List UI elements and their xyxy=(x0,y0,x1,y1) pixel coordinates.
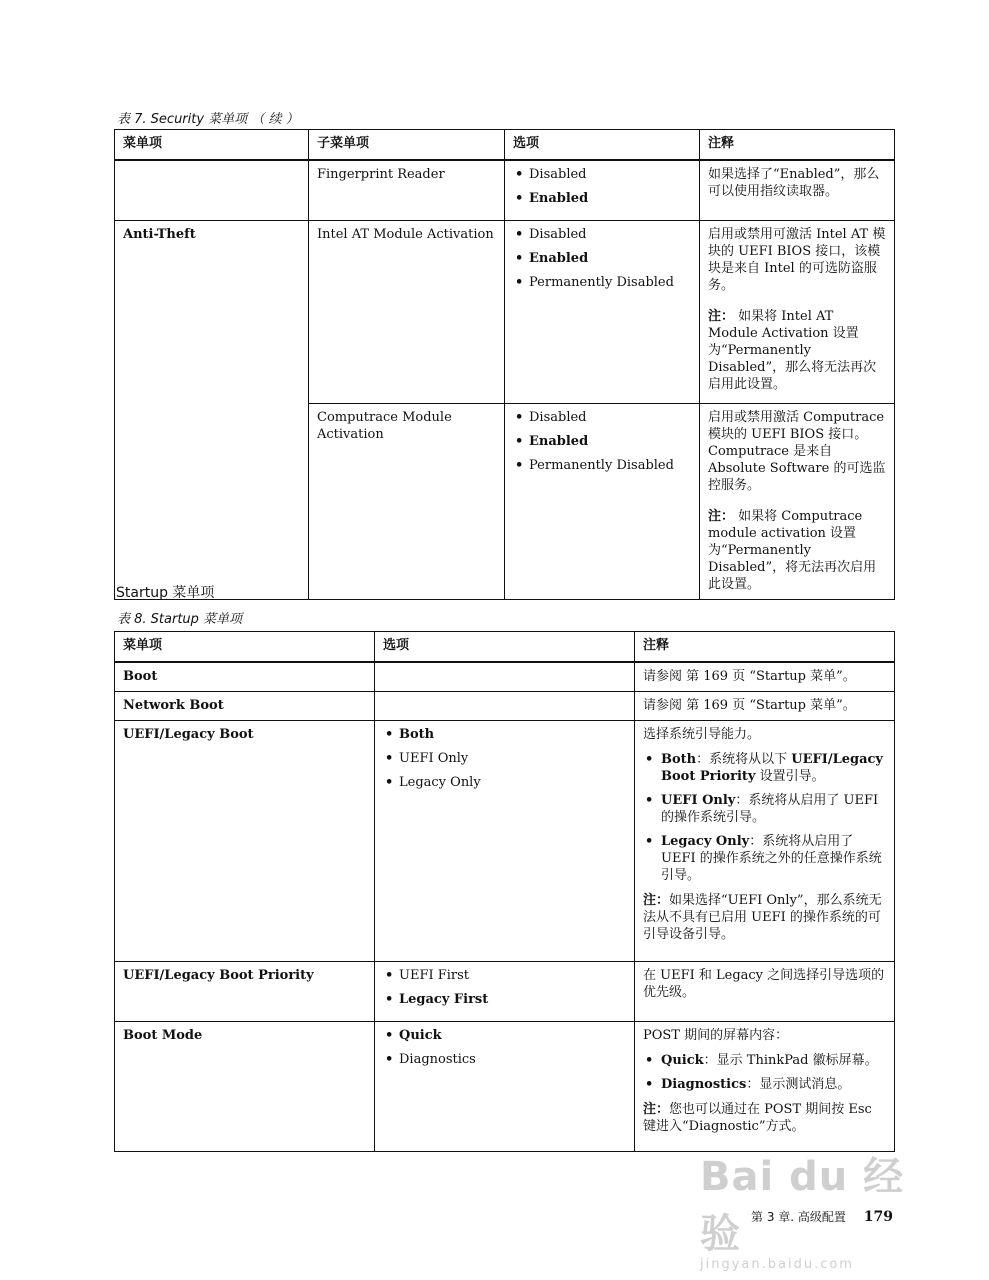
menu-item-cell: Network Boot xyxy=(115,692,375,721)
menu-item-cell: UEFI/Legacy Boot Priority xyxy=(115,962,375,1022)
options-cell xyxy=(505,404,700,600)
column-header: 菜单项 xyxy=(115,632,375,663)
watermark-logo: Bai du 经验 xyxy=(700,1154,905,1257)
column-header: 子菜单项 xyxy=(309,130,505,161)
option-item-default: • Quick xyxy=(383,1027,626,1044)
security-table xyxy=(114,129,895,600)
option-item-default: • Both xyxy=(383,726,626,743)
table-row xyxy=(115,721,895,962)
option-item: • Permanently Disabled xyxy=(513,274,691,291)
note-text: 如果将 Computrace module activation 设置为“Permanently Disabled”，将无法再次启用此设置。 xyxy=(708,509,877,592)
comment-cell: 请参阅 第 169 页 “Startup 菜单”。 xyxy=(635,662,895,692)
note-block xyxy=(708,508,886,593)
option-item: • Disabled xyxy=(513,226,691,243)
bullet-text: ：系统将从启用了 UEFI 的操作系统引导。 xyxy=(661,793,879,825)
option-item: • Permanently Disabled xyxy=(513,457,691,474)
column-header: 注释 xyxy=(635,632,895,663)
column-header: 菜单项 xyxy=(115,130,309,161)
option-item-default: • Enabled xyxy=(513,433,691,450)
comment-text: 启用或禁用激活 Computrace 模块的 UEFI BIOS 接口。Computrace 是来自 Absolute Software 的可选监控服务。 xyxy=(708,410,886,493)
comment-intro: 选择系统引导能力。 xyxy=(643,727,761,742)
options-cell xyxy=(505,221,700,404)
bullet-term: UEFI Only xyxy=(661,793,736,808)
note-label: 注： xyxy=(708,509,735,524)
option-item: • Disabled xyxy=(513,166,691,183)
comment-cell xyxy=(700,221,895,404)
comment-cell xyxy=(635,721,895,962)
option-item-default: • Legacy First xyxy=(383,991,626,1008)
comment-text: 启用或禁用可激活 Intel AT 模块的 UEFI BIOS 接口，该模块是来自 Intel 的可选防盗服务。 xyxy=(708,227,886,293)
table-row xyxy=(115,962,895,1022)
note-block xyxy=(643,1101,886,1135)
submenu-cell: Fingerprint Reader xyxy=(309,160,505,221)
note-block xyxy=(643,892,886,943)
bullet-term: Quick xyxy=(661,1053,704,1068)
options-cell xyxy=(375,721,635,962)
note-text: 您也可以通过在 POST 期间按 Esc 键进入“Diagnostic”方式。 xyxy=(643,1102,872,1134)
option-item: • Disabled xyxy=(513,409,691,426)
note-bullet xyxy=(643,1076,886,1093)
option-item: • Legacy Only xyxy=(383,774,626,791)
options-cell xyxy=(375,962,635,1022)
comment-cell xyxy=(635,1022,895,1152)
bullet-text: ：系统将从启用了 UEFI 的操作系统之外的任意操作系统引导。 xyxy=(661,834,882,883)
bullet-term: Diagnostics xyxy=(661,1077,747,1092)
bullet-text: ：系统将从以下 xyxy=(696,752,792,767)
table-header-row xyxy=(115,632,895,663)
comment-intro: POST 期间的屏幕内容： xyxy=(643,1028,789,1043)
note-label: 注： xyxy=(643,893,670,908)
options-cell xyxy=(375,662,635,692)
table-row xyxy=(115,692,895,721)
column-header: 选项 xyxy=(375,632,635,663)
comment-cell: 在 UEFI 和 Legacy 之间选择引导选项的优先级。 xyxy=(635,962,895,1022)
submenu-cell: Computrace Module Activation xyxy=(309,404,505,600)
option-item-default: • Enabled xyxy=(513,190,691,207)
menu-item-cell: Boot xyxy=(115,662,375,692)
table8-caption: 表 8. Startup 菜单项 xyxy=(117,612,243,627)
bullet-term: UEFI/Legacy Boot Priority xyxy=(661,752,883,784)
submenu-cell: Intel AT Module Activation xyxy=(309,221,505,404)
note-label: 注： xyxy=(708,309,735,324)
comment-cell xyxy=(700,404,895,600)
bullet-text: ：显示 ThinkPad 徽标屏幕。 xyxy=(703,1053,878,1068)
note-bullet xyxy=(643,833,886,884)
bullet-term: Both xyxy=(661,752,697,767)
note-bullet xyxy=(643,1052,886,1069)
menu-item-cell: UEFI/Legacy Boot xyxy=(115,721,375,962)
table-row xyxy=(115,1022,895,1152)
option-item-default: • Enabled xyxy=(513,250,691,267)
options-cell xyxy=(375,1022,635,1152)
page-footer xyxy=(751,1208,893,1225)
option-item: • Diagnostics xyxy=(383,1051,626,1068)
table-row xyxy=(115,160,895,221)
comment-cell: 请参阅 第 169 页 “Startup 菜单”。 xyxy=(635,692,895,721)
startup-table xyxy=(114,631,895,1152)
menu-item-cell: Anti-Theft xyxy=(115,221,309,600)
column-header: 选项 xyxy=(505,130,700,161)
table-header-row xyxy=(115,130,895,161)
options-cell xyxy=(375,692,635,721)
bullet-text: ：显示测试消息。 xyxy=(746,1077,851,1092)
note-label: 注： xyxy=(643,1102,670,1117)
option-item: • UEFI Only xyxy=(383,750,626,767)
table-row xyxy=(115,221,895,404)
table-row xyxy=(115,662,895,692)
bullet-text: 设置引导。 xyxy=(755,769,825,784)
comment-cell: 如果选择了“Enabled”，那么可以使用指纹读取器。 xyxy=(700,160,895,221)
section-heading: Startup 菜单项 xyxy=(116,585,215,601)
menu-item-cell xyxy=(115,160,309,221)
note-bullet xyxy=(643,751,886,785)
options-cell xyxy=(505,160,700,221)
column-header: 注释 xyxy=(700,130,895,161)
chapter-label: 第 3 章. 高级配置 xyxy=(751,1210,846,1224)
table7-caption: 表 7. Security 菜单项 （ 续 ） xyxy=(117,112,299,127)
menu-item-cell: Boot Mode xyxy=(115,1022,375,1152)
bullet-term: Legacy Only xyxy=(661,834,750,849)
note-text: 如果将 Intel AT Module Activation 设置为“Permanently Disabled”，那么将无法再次启用此设置。 xyxy=(708,309,877,392)
note-text: 如果选择“UEFI Only”，那么系统无法从不具有已启用 UEFI 的操作系统的可引导设备引导。 xyxy=(643,893,882,942)
note-bullet xyxy=(643,792,886,826)
option-item: • UEFI First xyxy=(383,967,626,984)
note-block xyxy=(708,308,886,393)
watermark-url: jingyan.baidu.com xyxy=(700,1257,854,1272)
page-number: 179 xyxy=(863,1209,893,1225)
